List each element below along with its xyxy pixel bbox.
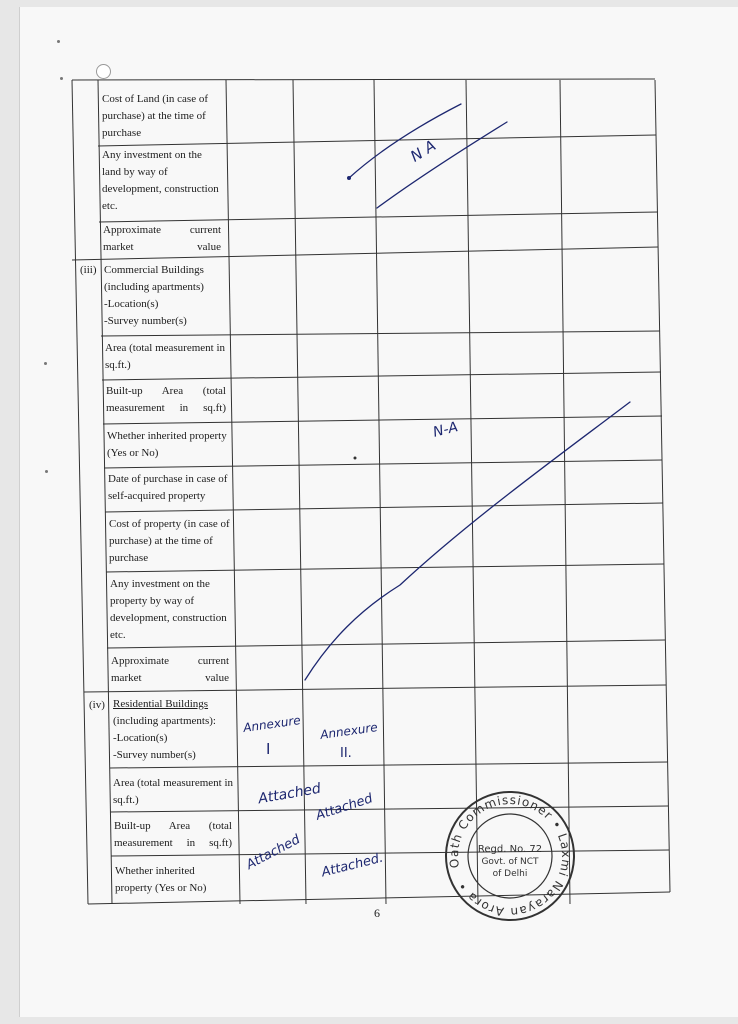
label-commercial-cost: Cost of property (in case of purchase) at the time of purchase [109, 518, 230, 564]
label-commercial-investment: Any investment on the property by way of development, construction etc. [110, 578, 227, 641]
label-residential-builtup: Built-up Area (total measurement in sq.ft) [114, 820, 232, 849]
handwriting-annexure-1: Annexure [242, 713, 302, 735]
na-strike-line-1 [349, 104, 461, 178]
page-number: 6 [374, 906, 380, 920]
label-commercial-builtup: Built-up Area (total measurement in sq.ft) [106, 385, 226, 414]
label-land-market-value: Approximate current market value [103, 224, 221, 253]
label-cost-of-land: Cost of Land (in case of purchase) at the time of purchase [102, 93, 208, 139]
handwriting-annexure-2: Annexure [319, 720, 379, 742]
na-strike-line-2 [377, 122, 507, 208]
stamp-line-2: Govt. of NCT [481, 857, 539, 867]
section-iv-numeral: (iv) [89, 699, 105, 711]
handwriting-na-top: N A [407, 136, 440, 166]
handwriting-attached-builtup-a: Attached [243, 832, 303, 873]
label-residential-area: Area (total measurement in sq.ft.) [113, 777, 234, 806]
handwriting-attached-inherited: Attached. [320, 850, 385, 881]
handwriting-attached-area: Attached [257, 780, 323, 808]
stamp-ring-text: Oath Commissioner • Laxmi Narayan Arora • [446, 792, 574, 920]
label-commercial-date-purchase: Date of purchase in case of self-acquired property [108, 473, 228, 502]
na-strike-line-3 [305, 402, 630, 680]
label-commercial-inherited: Whether inherited property (Yes or No) [107, 430, 227, 459]
oath-commissioner-stamp [440, 786, 580, 926]
svg-text:Oath Commissioner • Laxmi Nara [440, 786, 580, 926]
stamp-line-1: Regd. No. 72 [477, 844, 543, 855]
pen-dot [347, 176, 351, 180]
handwriting-na-mid: N-A [431, 419, 460, 441]
handwriting-annexure-1-num: I [266, 740, 271, 758]
label-residential-buildings: Residential Buildings (including apartments): -Location(s) -Survey number(s) [113, 698, 216, 761]
label-land-investment: Any investment on the land by way of development, construction etc. [102, 149, 219, 212]
label-commercial-market-value: Approximate current market value [111, 655, 229, 684]
label-commercial-buildings: Commercial Buildings (including apartments) -Location(s) -Survey number(s) [104, 264, 204, 327]
label-commercial-area: Area (total measurement in sq.ft.) [105, 342, 226, 371]
pen-dot [354, 457, 357, 460]
handwriting-attached-builtup-b: Attached [314, 791, 375, 824]
label-residential-inherited: Whether inherited property (Yes or No) [115, 865, 207, 894]
handwriting-annexure-2-num: II. [340, 746, 352, 761]
stamp-line-3: of Delhi [492, 869, 528, 879]
section-iii-numeral: (iii) [80, 264, 97, 276]
